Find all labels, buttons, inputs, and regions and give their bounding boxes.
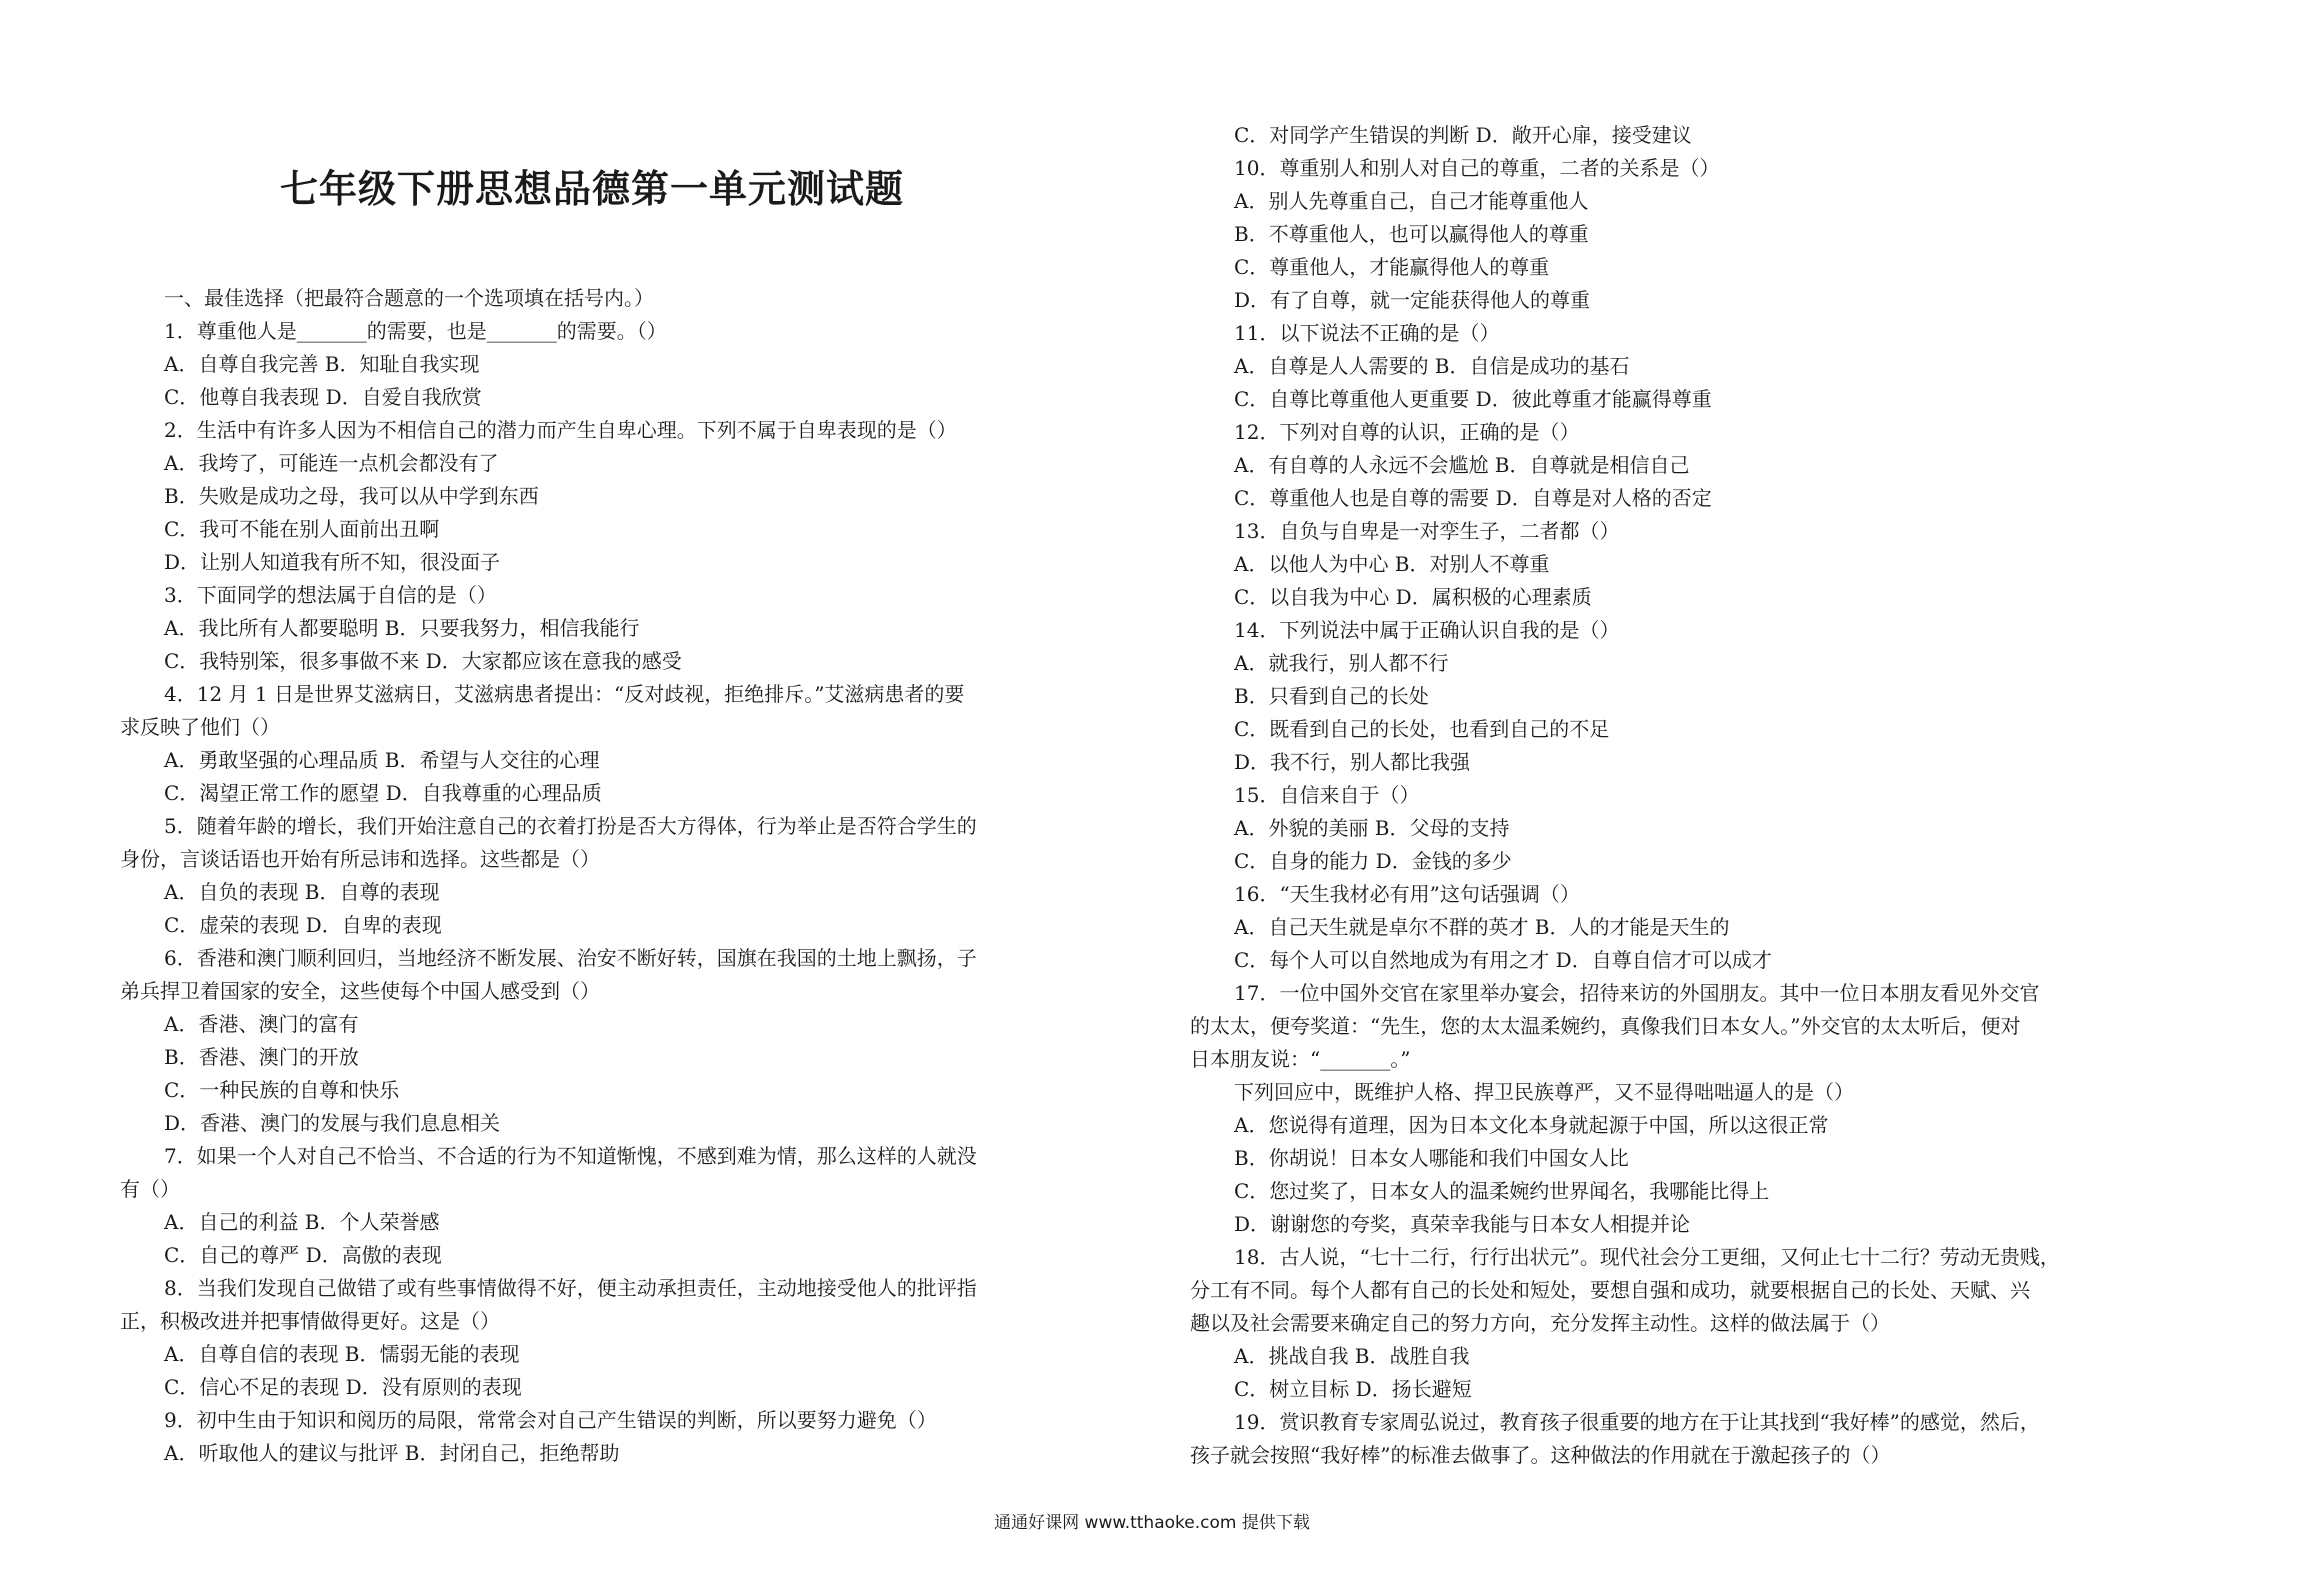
left-column bbox=[120, 282, 1055, 1470]
text-line: A．别人先尊重自己，自己才能尊重他人 bbox=[1234, 189, 1589, 213]
text-line: C．既看到自己的长处，也看到自己的不足 bbox=[1234, 717, 1610, 741]
page-title: 七年级下册思想品德第一单元测试题 bbox=[280, 167, 905, 211]
text-line: C．我特别笨，很多事做不来 D．大家都应该在意我的感受 bbox=[164, 649, 682, 673]
text-line: C．自己的尊严 D．高傲的表现 bbox=[164, 1243, 442, 1267]
text-line: D．香港、澳门的发展与我们息息相关 bbox=[164, 1111, 501, 1135]
text-line: 正，积极改进并把事情做得更好。这是（） bbox=[120, 1309, 500, 1333]
text-line: C．信心不足的表现 D．没有原则的表现 bbox=[164, 1375, 522, 1399]
text-line: 14．下列说法中属于正确认识自我的是（） bbox=[1234, 618, 1620, 642]
text-line: 3．下面同学的想法属于自信的是（） bbox=[164, 583, 497, 607]
text-line: 13．自负与自卑是一对孪生子，二者都（） bbox=[1234, 519, 1620, 543]
text-line: A．自己天生就是卓尔不群的英才 B．人的才能是天生的 bbox=[1234, 915, 1730, 939]
text-line: 求反映了他们（） bbox=[120, 715, 280, 739]
text-line: 分工有不同。每个人都有自己的长处和短处，要想自强和成功，就要根据自己的长处、天赋、兴 bbox=[1190, 1278, 2030, 1302]
text-line: B．你胡说！日本女人哪能和我们中国女人比 bbox=[1234, 1146, 1629, 1170]
text-line: D．谢谢您的夸奖，真荣幸我能与日本女人相提并论 bbox=[1234, 1212, 1691, 1236]
text-line: A．勇敢坚强的心理品质 B．希望与人交往的心理 bbox=[164, 748, 600, 772]
text-line: A．您说得有道理，因为日本文化本身就起源于中国，所以这很正常 bbox=[1234, 1113, 1829, 1137]
text-line: B．香港、澳门的开放 bbox=[164, 1045, 359, 1069]
text-line: C．渴望正常工作的愿望 D．自我尊重的心理品质 bbox=[164, 781, 602, 805]
text-line: D．有了自尊，就一定能获得他人的尊重 bbox=[1234, 288, 1591, 312]
text-line: A．自负的表现 B．自尊的表现 bbox=[164, 880, 440, 904]
text-line: A．以他人为中心 B．对别人不尊重 bbox=[1234, 552, 1550, 576]
text-line: C．我可不能在别人面前出丑啊 bbox=[164, 517, 440, 541]
text-line: A．挑战自我 B．战胜自我 bbox=[1234, 1344, 1470, 1368]
text-line: A．自尊是人人需要的 B．自信是成功的基石 bbox=[1234, 354, 1630, 378]
text-line: C．他尊自我表现 D．自爱自我欣赏 bbox=[164, 385, 482, 409]
text-line: 8．当我们发现自己做错了或有些事情做得不好，便主动承担责任，主动地接受他人的批评指 bbox=[164, 1276, 977, 1300]
text-line: 5．随着年龄的增长，我们开始注意自己的衣着打扮是否大方得体，行为举止是否符合学生的 bbox=[164, 814, 977, 838]
text-line: 6．香港和澳门顺利回归，当地经济不断发展、治安不断好转，国旗在我国的土地上飘扬，子 bbox=[164, 946, 977, 970]
text-line: 孩子就会按照“我好棒”的标准去做事了。这种做法的作用就在于激起孩子的（） bbox=[1190, 1443, 1891, 1467]
text-line: B．只看到自己的长处 bbox=[1234, 684, 1429, 708]
text-line: A．外貌的美丽 B．父母的支持 bbox=[1234, 816, 1510, 840]
text-line: 9．初中生由于知识和阅历的局限，常常会对自己产生错误的判断，所以要努力避免（） bbox=[164, 1408, 937, 1432]
text-line: A．就我行，别人都不行 bbox=[1234, 651, 1449, 675]
text-line: A．自尊自信的表现 B．懦弱无能的表现 bbox=[164, 1342, 520, 1366]
text-line: 19．赏识教育专家周弘说过，教育孩子很重要的地方在于让其找到“我好棒”的感觉，然后， bbox=[1234, 1410, 2040, 1434]
text-line: C．您过奖了，日本女人的温柔婉约世界闻名，我哪能比得上 bbox=[1234, 1179, 1770, 1203]
text-line: C．树立目标 D．扬长避短 bbox=[1234, 1377, 1472, 1401]
text-line: C．自尊比尊重他人更重要 D．彼此尊重才能赢得尊重 bbox=[1234, 387, 1712, 411]
text-line: 1．尊重他人是_______的需要，也是_______的需要。（） bbox=[164, 319, 667, 343]
text-line: A．自尊自我完善 B．知耻自我实现 bbox=[164, 352, 480, 376]
text-line: C．尊重他人也是自尊的需要 D．自尊是对人格的否定 bbox=[1234, 486, 1712, 510]
text-line: 17．一位中国外交官在家里举办宴会，招待来访的外国朋友。其中一位日本朋友看见外交官 bbox=[1234, 981, 2040, 1005]
text-line: 有（） bbox=[120, 1177, 180, 1201]
text-line: 4．12 月 1 日是世界艾滋病日，艾滋病患者提出：“反对歧视，拒绝排斥。”艾滋病患者的要 bbox=[164, 682, 965, 706]
footer-credit: 通通好课网 www.tthaoke.com 提供下载 bbox=[994, 1513, 1310, 1533]
text-line: 身份，言谈话语也开始有所忌讳和选择。这些都是（） bbox=[120, 847, 600, 871]
text-line: 下列回应中，既维护人格、捍卫民族尊严，又不显得咄咄逼人的是（） bbox=[1234, 1080, 1854, 1104]
text-line: B．失败是成功之母，我可以从中学到东西 bbox=[164, 484, 539, 508]
text-line: 趣以及社会需要来确定自己的努力方向，充分发挥主动性。这样的做法属于（） bbox=[1190, 1311, 1890, 1335]
text-line: 16．“天生我材必有用”这句话强调（） bbox=[1234, 882, 1580, 906]
text-line: C．对同学产生错误的判断 D．敞开心扉，接受建议 bbox=[1234, 123, 1692, 147]
text-line: A．听取他人的建议与批评 B．封闭自己，拒绝帮助 bbox=[164, 1441, 620, 1465]
text-line: C．一种民族的自尊和快乐 bbox=[164, 1078, 400, 1102]
text-line: B．不尊重他人，也可以赢得他人的尊重 bbox=[1234, 222, 1589, 246]
text-line: 15．自信来自于（） bbox=[1234, 783, 1420, 807]
text-line: A．我比所有人都要聪明 B．只要我努力，相信我能行 bbox=[164, 616, 640, 640]
text-line: C．虚荣的表现 D．自卑的表现 bbox=[164, 913, 442, 937]
text-line: C．自身的能力 D．金钱的多少 bbox=[1234, 849, 1512, 873]
text-line: C．尊重他人，才能赢得他人的尊重 bbox=[1234, 255, 1550, 279]
text-line: 7．如果一个人对自己不恰当、不合适的行为不知道惭愧，不感到难为情，那么这样的人就没 bbox=[164, 1144, 977, 1168]
text-line: D．让别人知道我有所不知，很没面子 bbox=[164, 550, 501, 574]
right-column bbox=[1190, 119, 2125, 1472]
text-line: 一、最佳选择（把最符合题意的一个选项填在括号内。） bbox=[164, 286, 654, 310]
text-line: A．我垮了，可能连一点机会都没有了 bbox=[164, 451, 499, 475]
text-line: 10．尊重别人和别人对自己的尊重，二者的关系是（） bbox=[1234, 156, 1720, 180]
text-line: C．每个人可以自然地成为有用之才 D．自尊自信才可以成才 bbox=[1234, 948, 1772, 972]
text-line: 11．以下说法不正确的是（） bbox=[1234, 321, 1500, 345]
text-line: A．自己的利益 B．个人荣誉感 bbox=[164, 1210, 440, 1234]
text-line: 弟兵捍卫着国家的安全，这些使每个中国人感受到（） bbox=[120, 979, 600, 1003]
text-line: 2．生活中有许多人因为不相信自己的潜力而产生自卑心理。下列不属于自卑表现的是（） bbox=[164, 418, 957, 442]
text-line: A．有自尊的人永远不会尴尬 B．自尊就是相信自己 bbox=[1234, 453, 1690, 477]
text-line: A．香港、澳门的富有 bbox=[164, 1012, 359, 1036]
text-line: 18．古人说，“七十二行，行行出状元”。现代社会分工更细，又何止七十二行？劳动无贵贱， bbox=[1234, 1245, 2060, 1269]
text-line: 12．下列对自尊的认识，正确的是（） bbox=[1234, 420, 1580, 444]
text-line: 的太太，便夸奖道：“先生，您的太太温柔婉约，真像我们日本女人。”外交官的太太听后，便对 bbox=[1190, 1014, 2021, 1038]
text-line: 日本朋友说：“_______。” bbox=[1190, 1047, 1411, 1071]
text-line: C．以自我为中心 D．属积极的心理素质 bbox=[1234, 585, 1592, 609]
text-line: D．我不行，别人都比我强 bbox=[1234, 750, 1471, 774]
